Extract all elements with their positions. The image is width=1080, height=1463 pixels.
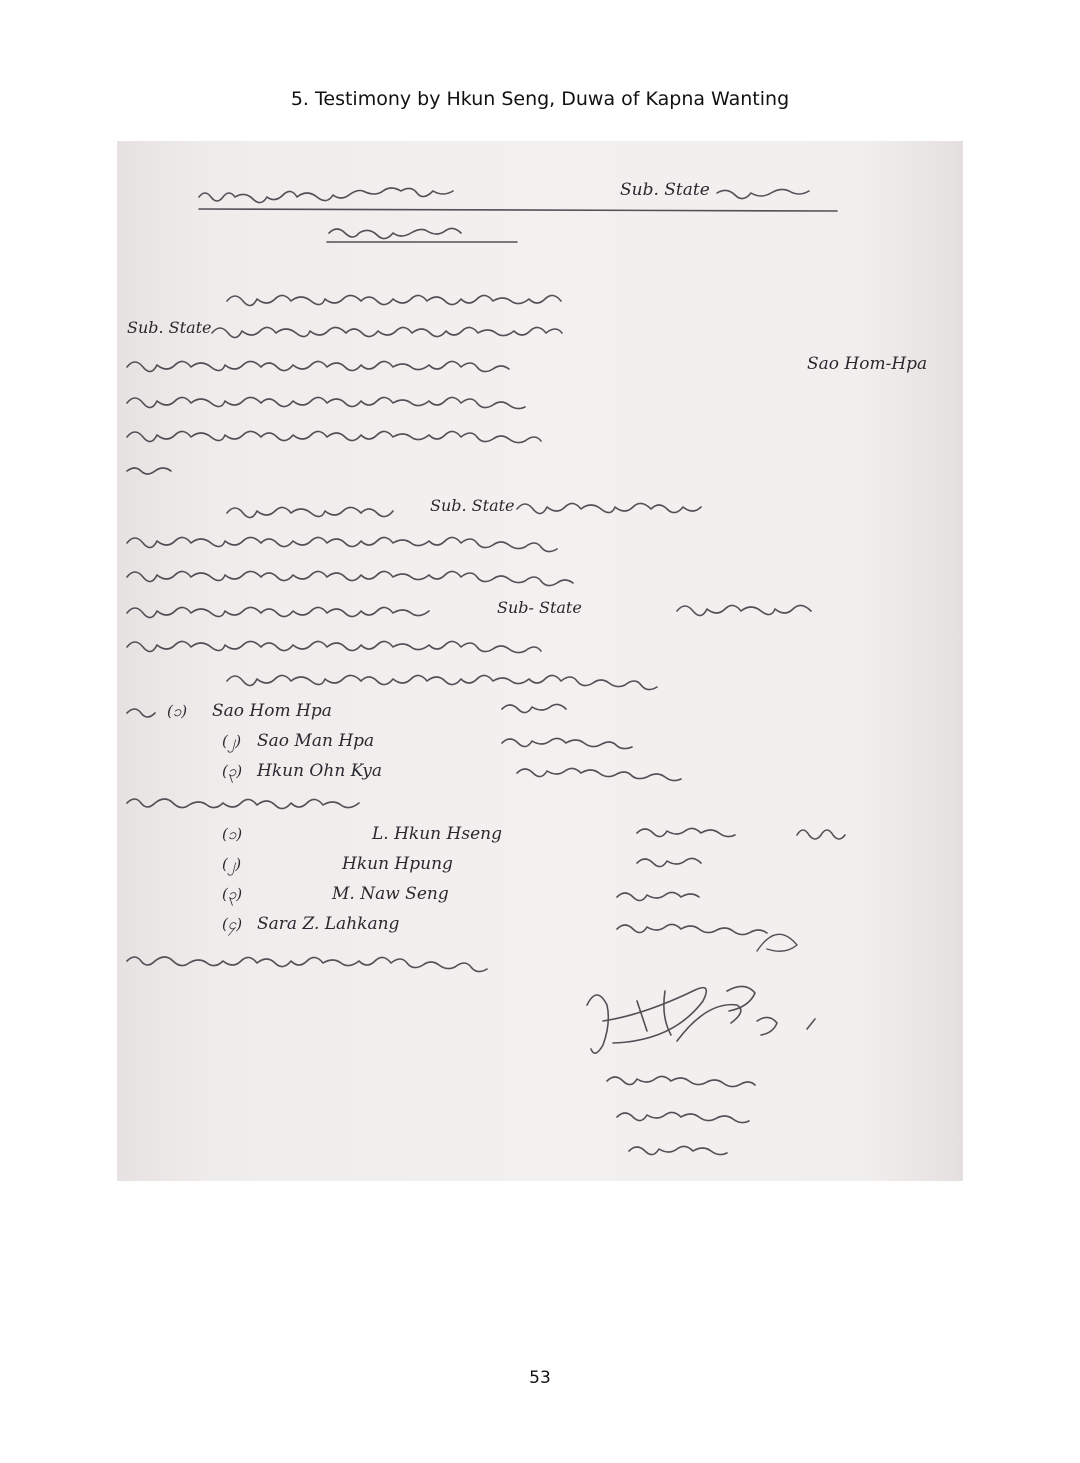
- header-state-text: Sub. State: [620, 180, 710, 200]
- scribble-line: [127, 709, 155, 717]
- signer-number: (၃): [222, 885, 243, 903]
- witness-number: (၂): [222, 732, 242, 750]
- scribble-line: [607, 1076, 755, 1086]
- witness-name: Sao Hom Hpa: [212, 701, 332, 721]
- scribble-line: [502, 738, 632, 748]
- scribble-line: [127, 607, 429, 617]
- scribble-line: [517, 503, 701, 513]
- signer-number: (၁): [222, 825, 243, 843]
- scribble-line: [637, 858, 701, 866]
- scribble-line: [227, 295, 561, 305]
- page-title: 5. Testimony by Hkun Seng, Duwa of Kapna Wanting: [290, 88, 790, 110]
- signer-number: (၂): [222, 855, 242, 873]
- underline: [199, 209, 837, 211]
- handwriting-layer: [117, 141, 963, 1181]
- signer-name: L. Hkun Hseng: [372, 824, 502, 844]
- scribble-line: [717, 189, 809, 198]
- signer-number: (၄): [222, 915, 243, 933]
- scribble-line: [199, 188, 453, 203]
- scribble-line: [629, 1146, 727, 1154]
- scribble-line: [677, 605, 811, 615]
- scribble-line: [617, 924, 767, 934]
- scribble-line: [797, 830, 845, 839]
- scribble-line: [227, 675, 657, 689]
- scribble-line: [502, 704, 566, 712]
- scribble-line: [227, 507, 393, 517]
- signature-stroke: [637, 991, 671, 1035]
- witness-name: Sao Man Hpa: [257, 731, 375, 751]
- scribble-line: [127, 641, 541, 652]
- scribble-line: [617, 1112, 749, 1122]
- para1-state-text: Sub. State: [127, 318, 212, 337]
- para1-name-text: Sao Hom-Hpa: [807, 354, 928, 374]
- scribble-line: [127, 799, 359, 809]
- scribble-line: [127, 397, 525, 408]
- scanned-document: [117, 141, 963, 1181]
- para2-state-text: Sub. State: [430, 496, 515, 515]
- witness-name: Hkun Ohn Kya: [257, 761, 383, 781]
- scribble-line: [637, 828, 735, 836]
- signature-stroke: [587, 986, 815, 1053]
- scribble-line: [329, 228, 461, 238]
- scribble-line: [127, 957, 487, 972]
- witness-number: (၃): [222, 762, 243, 780]
- scribble-line: [127, 468, 171, 474]
- para2-state-2-text: Sub- State: [497, 598, 582, 617]
- signer-name: Sara Z. Lahkang: [257, 914, 400, 934]
- witness-number: (၁): [167, 702, 188, 720]
- scribble-line: [127, 537, 557, 551]
- scribble-line: [212, 327, 562, 337]
- scribble-line: [127, 431, 541, 442]
- scribble-line: [617, 892, 699, 900]
- page-number: 53: [529, 1368, 551, 1388]
- scribble-line: [127, 571, 573, 585]
- signer-name: M. Naw Seng: [332, 884, 449, 904]
- scribble-line: [517, 768, 681, 780]
- scribble-line: [127, 361, 509, 371]
- signer-name: Hkun Hpung: [342, 854, 453, 874]
- signature-stroke: [757, 934, 797, 951]
